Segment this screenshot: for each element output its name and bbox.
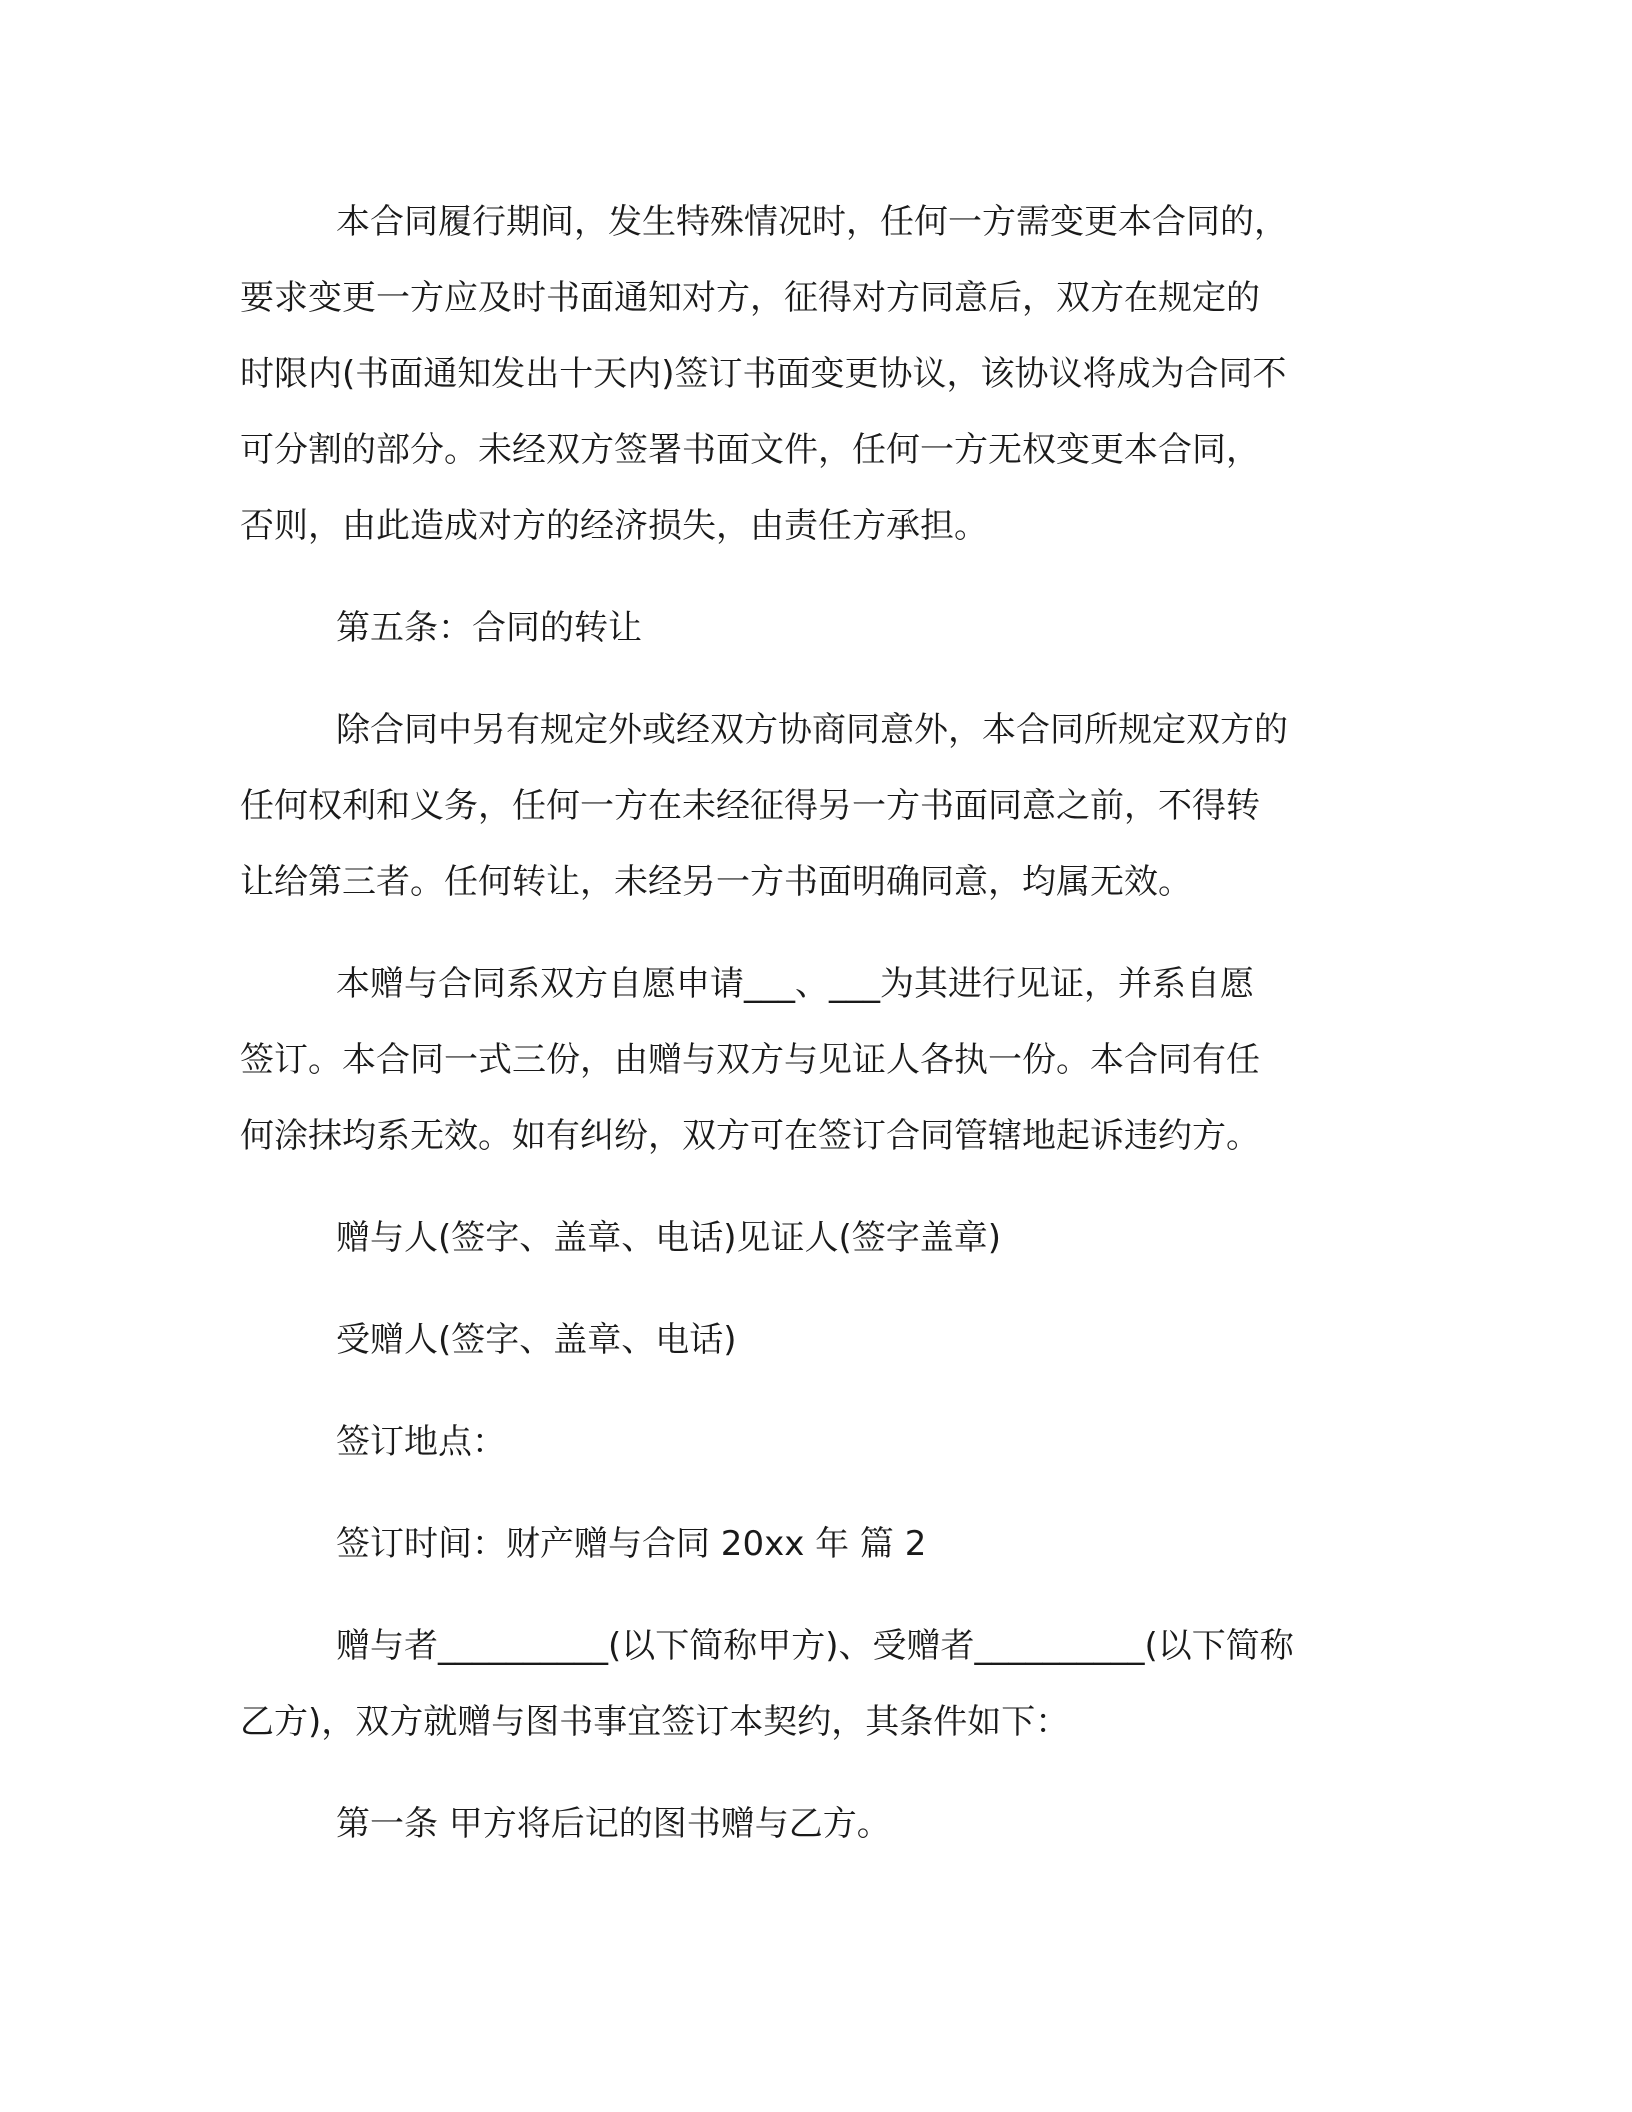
text-line: 赠与人(签字、盖章、电话)见证人(签字盖章) xyxy=(336,1218,1002,1258)
paragraph-witness-clause xyxy=(240,946,1390,1174)
paragraph-contract-transfer xyxy=(240,692,1390,920)
text-line: 任何权利和义务，任何一方在未经征得另一方书面同意之前，不得转 xyxy=(240,786,1260,826)
text-line: 让给第三者。任何转让，未经另一方书面明确同意，均属无效。 xyxy=(240,862,1192,902)
text-line: 签订地点： xyxy=(336,1422,506,1462)
section-heading-article-5 xyxy=(240,590,1390,666)
text-line: 否则，由此造成对方的经济损失，由责任方承担。 xyxy=(240,506,988,546)
text-line: 乙方)，双方就赠与图书事宜签订本契约，其条件如下： xyxy=(240,1702,1070,1742)
signing-time xyxy=(240,1506,1390,1582)
paragraph-parties xyxy=(240,1608,1390,1760)
text-line: 时限内(书面通知发出十天内)签订书面变更协议，该协议将成为合同不 xyxy=(240,354,1287,394)
text-line: 本合同履行期间，发生特殊情况时，任何一方需变更本合同的， xyxy=(336,202,1288,242)
signature-donee xyxy=(240,1302,1390,1378)
text-line: 除合同中另有规定外或经双方协商同意外，本合同所规定双方的 xyxy=(336,710,1288,750)
text-line: 受赠人(签字、盖章、电话) xyxy=(336,1320,737,1360)
article-1 xyxy=(240,1786,1390,1862)
text-line: 第五条：合同的转让 xyxy=(336,608,642,648)
text-line: 要求变更一方应及时书面通知对方，征得对方同意后，双方在规定的 xyxy=(240,278,1260,318)
text-line: 本赠与合同系双方自愿申请___、___为其进行见证，并系自愿 xyxy=(336,964,1254,1004)
text-line: 可分割的部分。未经双方签署书面文件，任何一方无权变更本合同， xyxy=(240,430,1260,470)
text-line: 签订。本合同一式三份，由赠与双方与见证人各执一份。本合同有任 xyxy=(240,1040,1260,1080)
signing-location xyxy=(240,1404,1390,1480)
text-line: 签订时间：财产赠与合同 20xx 年 篇 2 xyxy=(336,1524,927,1564)
text-line: 第一条 甲方将后记的图书赠与乙方。 xyxy=(336,1804,891,1844)
text-line: 赠与者__________(以下简称甲方)、受赠者__________(以下简称 xyxy=(336,1626,1294,1666)
document-body xyxy=(240,184,1390,1862)
paragraph-contract-modification xyxy=(240,184,1390,564)
text-line: 何涂抹均系无效。如有纠纷，双方可在签订合同管辖地起诉违约方。 xyxy=(240,1116,1260,1156)
signature-donor-witness xyxy=(240,1200,1390,1276)
